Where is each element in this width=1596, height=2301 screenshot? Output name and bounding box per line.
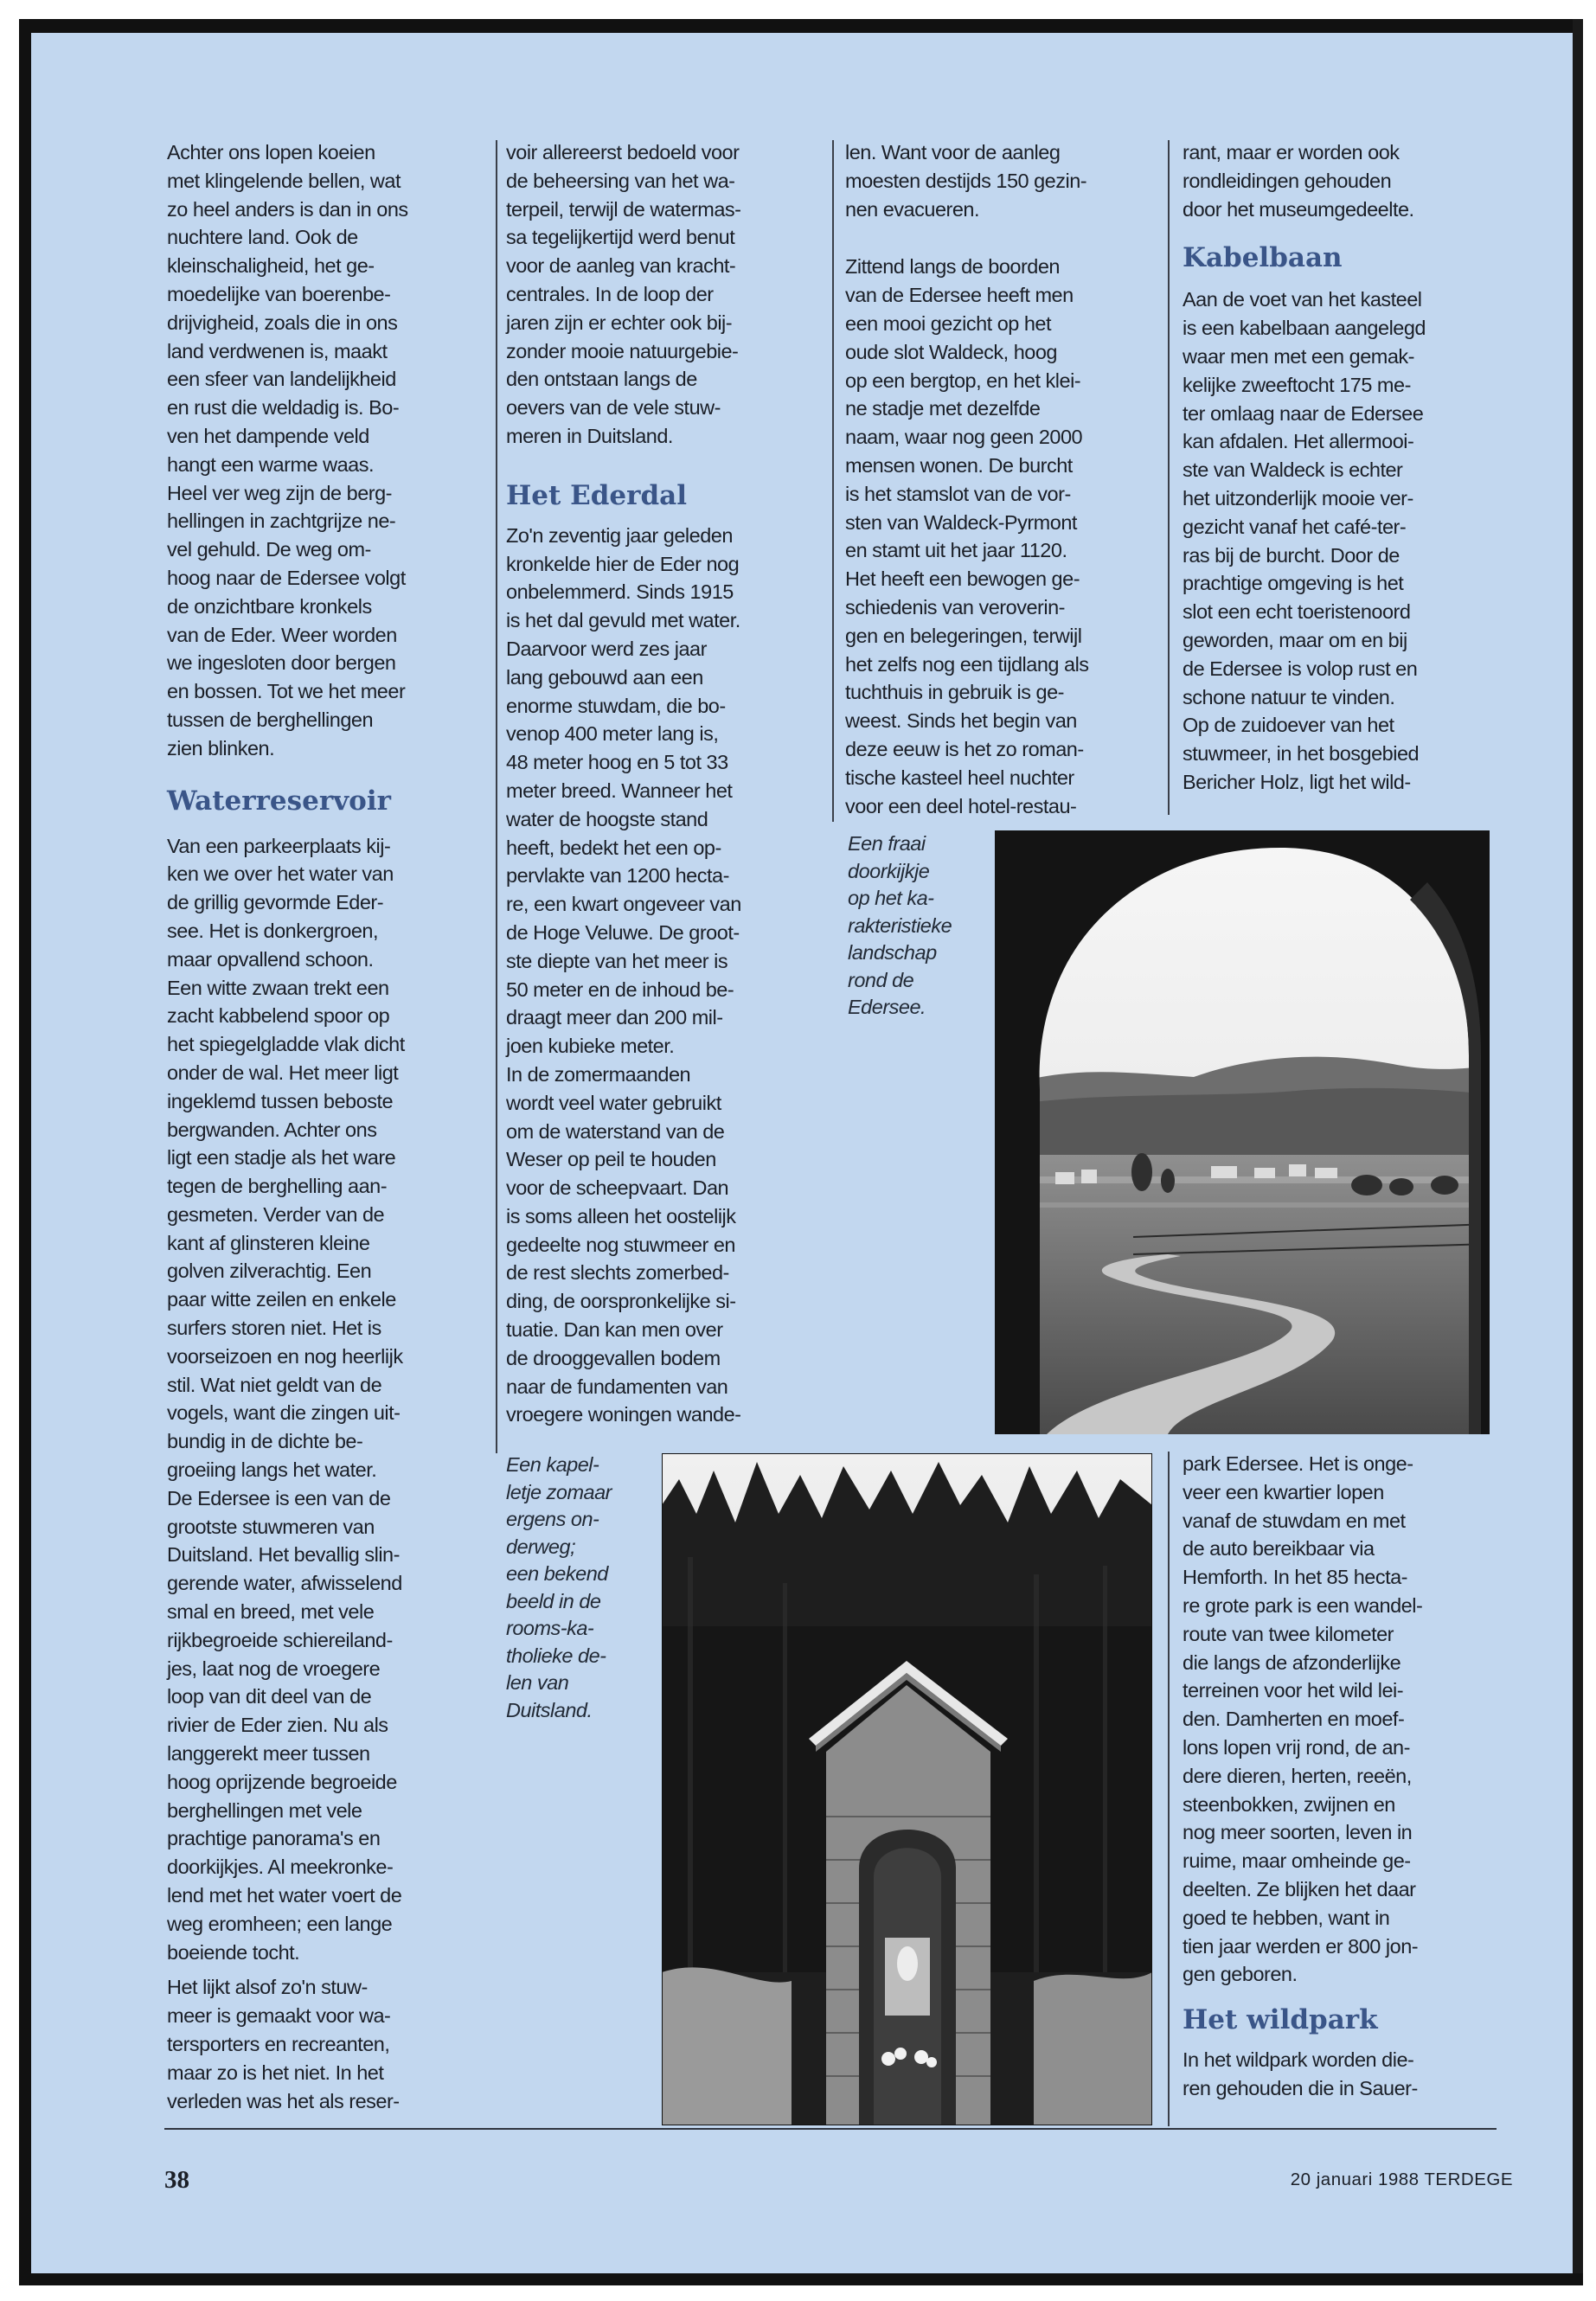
text-line: draagt meer dan 200 mil- [506, 1006, 723, 1029]
footer-dateline: 20 januari 1988 TERDEGE [1290, 2170, 1513, 2189]
text-line: Edersee. [848, 996, 926, 1018]
text-line: rondleidingen gehouden [1183, 169, 1392, 192]
text-line: langgerekt meer tussen [167, 1742, 370, 1766]
text-line: surfers storen niet. Het is [167, 1317, 381, 1340]
text-line: Op de zuidoever van het [1183, 714, 1394, 737]
text-line: de onzichtbare kronkels [167, 594, 372, 618]
text-line: 50 meter en de inhoud be- [506, 977, 734, 1001]
text-line: terreinen voor het wild lei- [1183, 1679, 1404, 1702]
text-line: re, een kwart ongeveer van [506, 893, 741, 916]
text-line: prachtige panorama's en [167, 1827, 381, 1850]
text-line: ven het dampende veld [167, 424, 369, 447]
text-line: slot een echt toeristenoord [1183, 600, 1411, 624]
text-line: beeld in de [506, 1589, 601, 1612]
text-line: Aan de voet van het kasteel [1183, 288, 1422, 311]
text-line: Duitsland. [506, 1698, 593, 1721]
text-line: met klingelende bellen, wat [167, 169, 401, 192]
text-line: kant af glinsteren kleine [167, 1231, 370, 1254]
col4-paragraph-1 [1183, 138, 1498, 223]
text-line: rond de [848, 968, 914, 991]
text-line: oevers van de vele stuw- [506, 396, 721, 420]
col1-paragraph-3 [167, 1973, 489, 2115]
text-line: kan afdalen. Het allermooi- [1183, 430, 1414, 453]
text-line: onbelemmerd. Sinds 1915 [506, 580, 734, 604]
text-line: de Hoge Veluwe. De groot- [506, 920, 740, 944]
text-line: rooms-ka- [506, 1617, 594, 1639]
text-line: voir allereerst bedoeld voor [506, 141, 740, 163]
text-line: ste van Waldeck is echter [1183, 458, 1403, 482]
heading-het-ederdal: Het Ederdal [506, 479, 688, 511]
column-rule-1 [496, 140, 497, 1453]
text-line: en rust die weldadig is. Bo- [167, 396, 400, 420]
text-line: drijvigheid, zoals die in ons [167, 311, 398, 334]
text-line: zacht kabbelend spoor op [167, 1004, 390, 1028]
text-line: waar men met een gemak- [1183, 344, 1415, 368]
column-rule-4 [1168, 1452, 1170, 2126]
caption-chapel [506, 1452, 653, 1724]
text-line: ter omlaag naar de Edersee [1183, 401, 1424, 425]
text-line: grootste stuwmeren van [167, 1515, 375, 1538]
text-line: ding, de oorspronkelijke si- [506, 1290, 736, 1313]
text-line: dere dieren, herten, reeën, [1183, 1764, 1412, 1787]
text-line: den ontstaan langs de [506, 368, 697, 391]
text-line: gen geboren. [1183, 1963, 1298, 1986]
text-line: lend met het water voert de [167, 1884, 402, 1907]
text-line: is soms alleen het oostelijk [506, 1204, 736, 1227]
text-line: tische kasteel heel nuchter [845, 766, 1074, 789]
text-line: vanaf de stuwdam en met [1183, 1509, 1406, 1532]
text-line: voor een deel hotel-restau- [845, 794, 1077, 817]
text-line: golven zilverachtig. Een [167, 1259, 372, 1283]
text-line: ne stadje met dezelfde [845, 397, 1041, 420]
scan-border-top [19, 19, 1583, 33]
column-4-top [1183, 138, 1498, 797]
text-line: len. Want voor de aanleg [845, 141, 1061, 163]
text-line: zien blinken. [167, 736, 275, 760]
text-line: 48 meter hoog en 5 tot 33 [506, 751, 728, 774]
heading-kabelbaan: Kabelbaan [1183, 242, 1343, 274]
text-line: nuchtere land. Ook de [167, 226, 358, 249]
text-line: lang gebouwd aan een [506, 665, 703, 689]
text-line: naam, waar nog geen 2000 [845, 426, 1083, 449]
text-line: berghellingen met vele [167, 1798, 362, 1822]
text-line: route van twee kilometer [1183, 1622, 1394, 1645]
text-line: tersporters en recreanten, [167, 2033, 390, 2055]
text-line: letje zomaar [506, 1480, 612, 1503]
col3-paragraph-1 [845, 138, 1163, 223]
text-line: gezicht vanaf het café-ter- [1183, 515, 1407, 538]
text-line: ruime, maar omheinde ge- [1183, 1849, 1411, 1873]
text-line: jes, laat nog de vroegere [167, 1657, 381, 1680]
text-line: derweg; [506, 1535, 576, 1558]
text-line: het spiegelgladde vlak dicht [167, 1033, 405, 1056]
column-2 [506, 138, 828, 1429]
text-line: meter breed. Wanneer het [506, 779, 733, 802]
chapel-photo [662, 1453, 1152, 2125]
text-line: rant, maar er worden ook [1183, 141, 1400, 163]
text-line: see. Het is donkergroen, [167, 919, 379, 942]
text-line: lons lopen vrij rond, de an- [1183, 1735, 1410, 1759]
text-line: het zelfs nog een tijdlang als [845, 652, 1089, 676]
text-line: nen evacueren. [845, 197, 980, 221]
text-line: sten van Waldeck-Pyrmont [845, 510, 1077, 534]
text-line: ras bij de burcht. Door de [1183, 543, 1400, 567]
text-line: de grillig gevormde Eder- [167, 891, 384, 914]
text-line: weest. Sinds het begin van [845, 709, 1077, 733]
text-line: Zo'n zeventig jaar geleden [506, 523, 733, 547]
text-line: Weser op peil te houden [506, 1148, 716, 1171]
text-line: gesmeten. Verder van de [167, 1202, 385, 1226]
text-line: voor de scheepvaart. Dan [506, 1176, 729, 1200]
text-line: Van een parkeerplaats kij- [167, 834, 391, 857]
text-line: water de hoogste stand [506, 807, 708, 830]
text-line: op het ka- [848, 887, 934, 909]
text-line: sa tegelijkertijd werd benut [506, 226, 735, 249]
column-3 [845, 138, 1163, 820]
text-line: de Edersee is volop rust en [1183, 657, 1418, 680]
text-line: de auto bereikbaar via [1183, 1537, 1375, 1561]
text-line: van de Eder. Weer worden [167, 623, 397, 646]
text-line: is het stamslot van de vor- [845, 482, 1071, 505]
text-line: voorseizoen en nog heerlijk [167, 1344, 403, 1368]
text-line: door het museumgedeelte. [1183, 197, 1414, 221]
text-line: joen kubieke meter. [506, 1035, 675, 1058]
column-rule-3 [1168, 140, 1170, 815]
text-line: vogels, want die zingen uit- [167, 1401, 401, 1425]
text-line: Het lijkt alsof zo'n stuw- [167, 1976, 368, 1999]
page-number: 38 [164, 2166, 189, 2194]
text-line: moesten destijds 150 gezin- [845, 169, 1087, 192]
text-line: ingeklemd tussen beboste [167, 1089, 394, 1112]
scan-border-left [19, 19, 31, 2285]
text-line: De Edersee is een van de [167, 1486, 391, 1509]
column-4-bottom [1183, 1450, 1498, 2103]
text-line: hellingen in zachtgrijze ne- [167, 510, 396, 533]
text-line: loop van dit deel van de [167, 1685, 372, 1708]
text-line: ren gehouden die in Sauer- [1183, 2076, 1418, 2099]
text-line: de rest slechts zomerbed- [506, 1261, 729, 1285]
text-line: Een witte zwaan trekt een [167, 976, 389, 999]
text-line: park Edersee. Het is onge- [1183, 1452, 1413, 1475]
text-line: rijkbegroeide schiereiland- [167, 1628, 393, 1651]
text-line: is een kabelbaan aangelegd [1183, 317, 1426, 340]
text-line: wordt veel water gebruikt [506, 1091, 721, 1114]
text-line: is het dal gevuld met water. [506, 609, 740, 632]
scan-border-bottom [19, 2273, 1583, 2285]
text-line: kleinschaligheid, het ge- [167, 254, 375, 278]
text-line: landschap [848, 941, 937, 964]
text-line: Bericher Holz, ligt het wild- [1183, 770, 1411, 793]
text-line: onder de wal. Het meer ligt [167, 1061, 399, 1084]
text-line: Daarvoor werd zes jaar [506, 637, 707, 660]
text-line: In het wildpark worden die- [1183, 2048, 1414, 2072]
text-line: rakteristieke [848, 913, 952, 937]
text-line: schone natuur te vinden. [1183, 685, 1395, 708]
col4-paragraph-4 [1183, 2046, 1498, 2103]
text-line: gerende water, afwisselend [167, 1572, 402, 1595]
text-line: gen en belegeringen, terwijl [845, 624, 1082, 647]
text-line: ligt een stadje als het ware [167, 1146, 396, 1170]
text-line: ken we over het water van [167, 862, 394, 886]
text-line: prachtige omgeving is het [1183, 572, 1404, 595]
text-line: land verdwenen is, maakt [167, 339, 388, 362]
text-line: zo heel anders is dan in ons [167, 197, 408, 221]
col2-paragraph-2 [506, 522, 828, 1430]
text-line: naar de fundamenten van [506, 1375, 728, 1398]
text-line: oude slot Waldeck, hoog [845, 340, 1057, 363]
text-line: de drooggevallen bodem [506, 1346, 721, 1369]
heading-het-wildpark: Het wildpark [1183, 2004, 1378, 2036]
text-line: Heel ver weg zijn de berg- [167, 481, 392, 504]
text-line: veer een kwartier lopen [1183, 1480, 1384, 1503]
text-line: Zittend langs de boorden [845, 255, 1060, 279]
text-line: vel gehuld. De weg om- [167, 538, 371, 561]
text-line: rivier de Eder zien. Nu als [167, 1714, 388, 1737]
footer-rule [164, 2128, 1497, 2130]
text-line: om de waterstand van de [506, 1119, 725, 1143]
text-line: moedelijke van boerenbe- [167, 282, 391, 305]
text-line: gedeelte nog stuwmeer en [506, 1233, 735, 1256]
text-line: het uitzonderlijk mooie ver- [1183, 486, 1413, 510]
text-line: ergens on- [506, 1508, 599, 1530]
text-line: smal en breed, met vele [167, 1600, 375, 1624]
col3-paragraph-2 [845, 253, 1163, 820]
col1-paragraph-2 [167, 832, 489, 1967]
text-line: kronkelde hier de Eder nog [506, 552, 740, 575]
caption-landscape [848, 830, 995, 1022]
text-line: Duitsland. Het bevallig slin- [167, 1543, 400, 1567]
text-line: op een bergtop, en het klei- [845, 369, 1081, 392]
heading-waterreservoir: Waterreservoir [167, 785, 391, 817]
text-line: een sfeer van landelijkheid [167, 368, 396, 391]
text-line: maar zo is het niet. In het [167, 2061, 384, 2084]
text-line: geworden, maar om en bij [1183, 628, 1407, 651]
scan-border-right [1573, 19, 1583, 2285]
text-line: van de Edersee heeft men [845, 284, 1074, 307]
text-line: die langs de afzonderlijke [1183, 1650, 1401, 1674]
text-line: en stamt uit het jaar 1120. [845, 539, 1067, 562]
text-line: kelijke zweeftocht 175 me- [1183, 373, 1411, 396]
text-line: maar opvallend schoon. [167, 947, 374, 971]
text-line: vroegere woningen wande- [506, 1403, 741, 1426]
text-line: len van [506, 1671, 569, 1694]
text-line: tien jaar werden er 800 jon- [1183, 1934, 1419, 1958]
text-line: nog meer soorten, leven in [1183, 1821, 1413, 1844]
text-line: Een fraai [848, 832, 926, 855]
text-line: Het heeft een bewogen ge- [845, 567, 1080, 591]
text-line: doorkijkjes. Al meekronke- [167, 1856, 394, 1879]
text-line: voor de aanleg van kracht- [506, 254, 736, 278]
text-line: venop 400 meter lang is, [506, 722, 719, 746]
text-line: Hemforth. In het 85 hecta- [1183, 1566, 1408, 1589]
text-line: steenbokken, zwijnen en [1183, 1792, 1395, 1816]
text-line: hangt een warme waas. [167, 452, 375, 476]
text-line: tuatie. Dan kan men over [506, 1318, 723, 1342]
text-line: paar witte zeilen en enkele [167, 1288, 396, 1311]
col4-paragraph-2 [1183, 285, 1498, 796]
text-line: deelten. Ze blijken het daar [1183, 1877, 1416, 1900]
text-line: pervlakte van 1200 hecta- [506, 864, 729, 888]
text-line: stil. Wat niet geldt van de [167, 1373, 382, 1396]
text-line: goed te hebben, want in [1183, 1906, 1390, 1929]
text-line: bergwanden. Achter ons [167, 1118, 377, 1141]
text-line: en bossen. Tot we het meer [167, 680, 406, 703]
column-rule-2 [832, 140, 834, 822]
text-line: mensen wonen. De burcht [845, 453, 1073, 477]
col2-paragraph-1 [506, 138, 828, 451]
text-line: den. Damherten en moef- [1183, 1708, 1405, 1731]
text-line: In de zomermaanden [506, 1062, 691, 1086]
text-line: tussen de berghellingen [167, 708, 374, 731]
column-1 [167, 138, 489, 2115]
text-line: zonder mooie natuurgebie- [506, 339, 739, 362]
text-line: een mooi gezicht op het [845, 311, 1052, 335]
text-line: groeiing langs het water. [167, 1458, 377, 1482]
landscape-archway-photo [995, 830, 1490, 1434]
text-line: meren in Duitsland. [506, 424, 673, 447]
text-line: stuwmeer, in het bosgebied [1183, 742, 1420, 766]
text-line: tegen de berghelling aan- [167, 1175, 388, 1198]
text-line: terpeil, terwijl de watermas- [506, 197, 741, 221]
col4-paragraph-3 [1183, 1450, 1498, 1989]
text-line: boeiende tocht. [167, 1940, 300, 1964]
text-line: schiedenis van veroverin- [845, 595, 1065, 619]
text-line: Een kapel- [506, 1453, 599, 1476]
text-line: bundig in de dichte be- [167, 1430, 363, 1453]
text-line: jaren zijn er echter ook bij- [506, 311, 733, 334]
text-line: doorkijkje [848, 859, 930, 882]
text-line: centrales. In de loop der [506, 282, 714, 305]
text-line: hoog oprijzende begroeide [167, 1770, 397, 1793]
text-line: re grote park is een wandel- [1183, 1593, 1423, 1617]
text-line: Achter ons lopen koeien [167, 141, 375, 163]
text-line: de beheersing van het wa- [506, 169, 735, 192]
col1-paragraph-1 [167, 138, 489, 763]
text-line: meer is gemaakt voor wa- [167, 2004, 391, 2028]
text-line: deze eeuw is het zo roman- [845, 737, 1084, 760]
text-line: enorme stuwdam, die bo- [506, 694, 726, 717]
text-line: we ingesloten door bergen [167, 651, 396, 675]
text-line: verleden was het als reser- [167, 2089, 400, 2112]
text-line: weg eromheen; een lange [167, 1912, 393, 1935]
text-line: tholieke de- [506, 1644, 606, 1667]
text-line: ste diepte van het meer is [506, 949, 728, 972]
text-line: hoog naar de Edersee volgt [167, 566, 406, 589]
text-line: een bekend [506, 1562, 608, 1585]
text-line: tuchthuis in gebruik is ge- [845, 681, 1064, 704]
text-line: heeft, bedekt het een op- [506, 836, 721, 859]
